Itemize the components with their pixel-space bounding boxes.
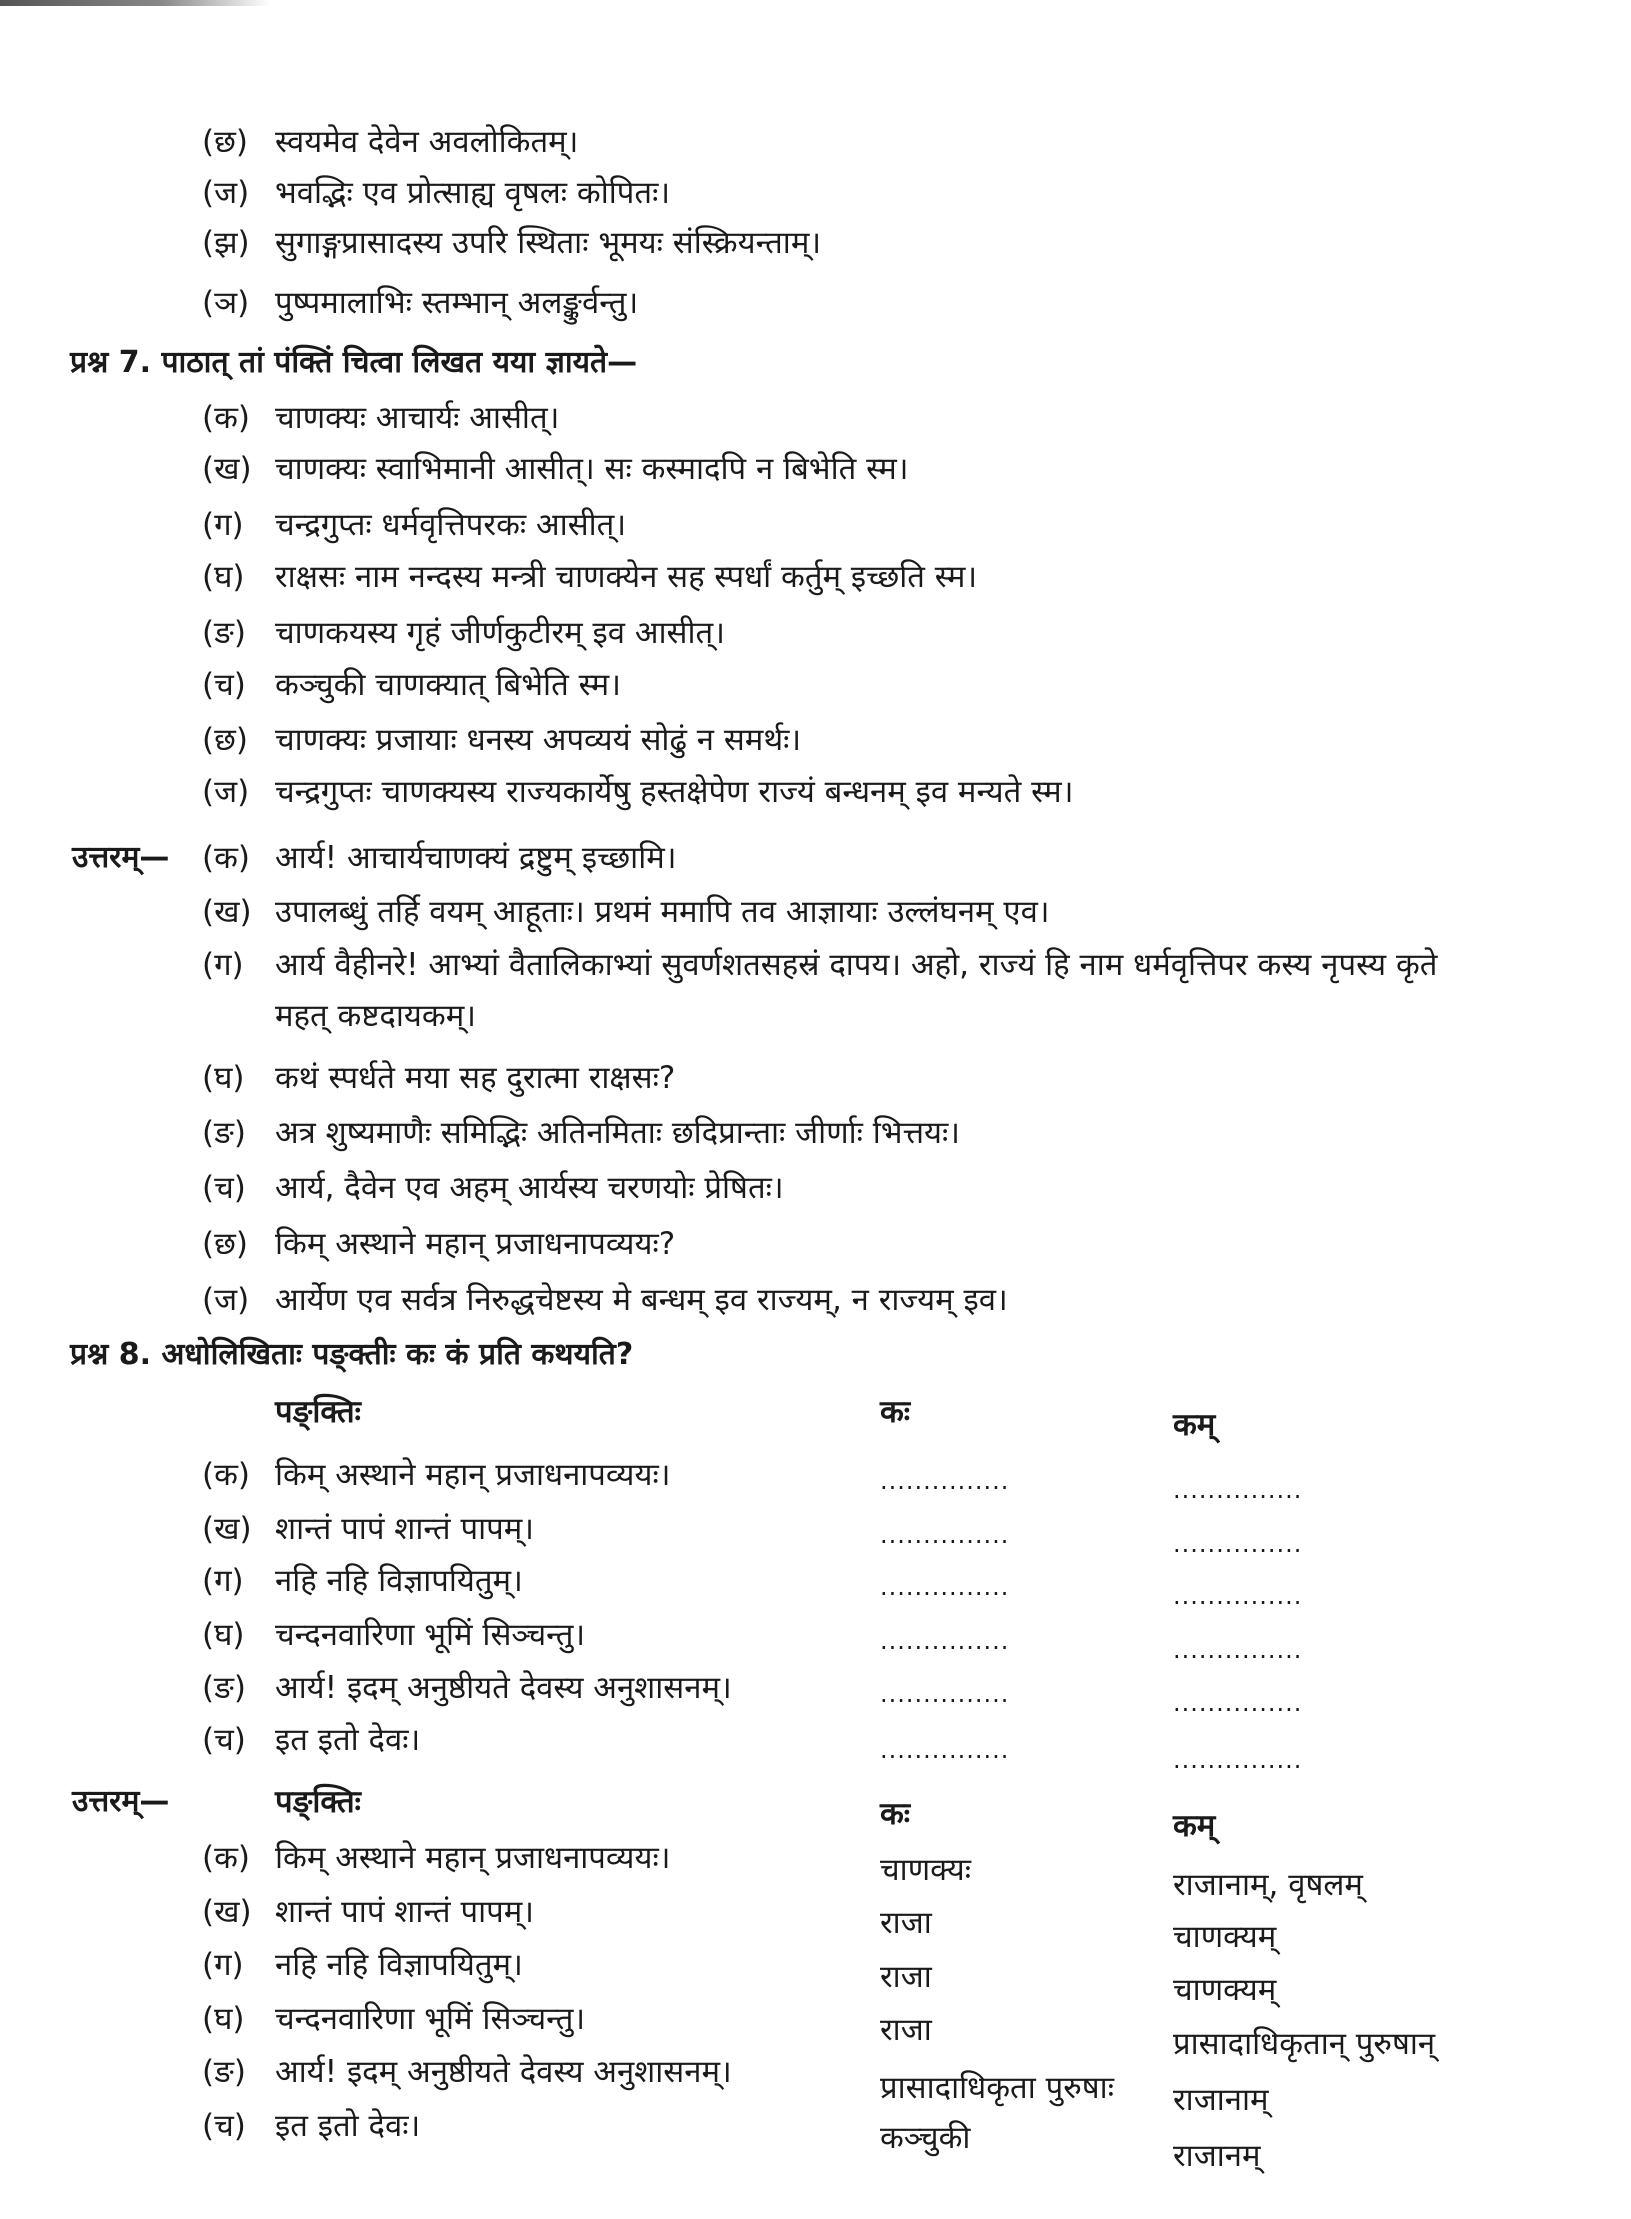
answer-text: इत इतो देवः।	[275, 2108, 421, 2144]
item-text: चन्द्रगुप्तः धर्मवृत्तिपरकः आसीत्।	[275, 507, 627, 543]
answer-speaker: प्रासादाधिकृता पुरुषाः	[880, 2070, 1114, 2106]
item-marker: (क)	[202, 400, 250, 436]
item-text: चाणक्यः आचार्यः आसीत्।	[275, 400, 560, 436]
answer-listener: चाणक्यम्	[1173, 1919, 1277, 1955]
answer-marker: (ख)	[202, 1894, 252, 1930]
answer-marker: (क)	[202, 840, 250, 876]
blank-listener: ...............	[1173, 1582, 1303, 1610]
item-text: शान्तं पापं शान्तं पापम्।	[275, 1511, 534, 1547]
item-marker: (ज)	[202, 175, 250, 211]
item-marker: (ङ)	[202, 1670, 246, 1706]
answer-text: नहि नहि विज्ञापयितुम्।	[275, 1947, 523, 1983]
answer-text: शान्तं पापं शान्तं पापम्।	[275, 1894, 534, 1930]
answer-marker: (च)	[202, 1170, 246, 1206]
answer-text: किम् अस्थाने महान् प्रजाधनापव्ययः?	[275, 1226, 676, 1262]
answer-marker: (ख)	[202, 894, 252, 930]
blank-listener: ...............	[1173, 1530, 1303, 1558]
answer-speaker: कञ्चुकी	[880, 2120, 971, 2156]
answer-text: आर्येण एव सर्वत्र निरुद्धचेष्टस्य मे बन्धम् इव राज्यम्, न राज्यम् इव।	[275, 1282, 1008, 1318]
item-marker: (ञ)	[202, 285, 250, 321]
item-text: चाणक्यः प्रजायाः धनस्य अपव्ययं सोढुं न समर्थः।	[275, 722, 802, 758]
item-text: सुगाङ्गप्रासादस्य उपरि स्थिताः भूमयः संस्क्रियन्ताम्।	[275, 225, 822, 261]
answer-column-header-line: पङ्क्तिः	[275, 1784, 361, 1820]
blank-speaker: ...............	[880, 1736, 1010, 1764]
item-text: स्वयमेव देवेन अवलोकितम्।	[275, 124, 579, 160]
item-marker: (क)	[202, 1457, 250, 1493]
answer-speaker: चाणक्यः	[880, 1852, 971, 1888]
answer-speaker: राजा	[880, 2012, 932, 2048]
item-text: किम् अस्थाने महान् प्रजाधनापव्ययः।	[275, 1457, 671, 1493]
question-heading: प्रश्न 8. अधोलिखिताः पङ्क्तीः कः कं प्रति कथयति?	[70, 1337, 634, 1372]
answer-text: आर्य, दैवेन एव अहम् आर्यस्य चरणयोः प्रेषितः।	[275, 1170, 784, 1206]
blank-speaker: ...............	[880, 1627, 1010, 1655]
item-text: चन्द्रगुप्तः चाणक्यस्य राज्यकार्येषु हस्तक्षेपेण राज्यं बन्धनम् इव मन्यते स्म।	[275, 774, 1074, 810]
item-marker: (ख)	[202, 1511, 252, 1547]
answer-marker: (क)	[202, 1840, 250, 1876]
answer-text: आर्य! इदम् अनुष्ठीयते देवस्य अनुशासनम्।	[275, 2054, 732, 2090]
answer-column-header-listener: कम्	[1173, 1808, 1216, 1844]
item-marker: (ख)	[202, 451, 252, 487]
item-marker: (छ)	[202, 124, 248, 160]
item-marker: (छ)	[202, 722, 248, 758]
answer-text: किम् अस्थाने महान् प्रजाधनापव्ययः।	[275, 1840, 671, 1876]
blank-listener: ...............	[1173, 1746, 1303, 1774]
blank-listener: ...............	[1173, 1476, 1303, 1504]
answer-text: आर्य वैहीनरे! आभ्यां वैतालिकाभ्यां सुवर्णशतसहस्रं दापय। अहो, राज्यं हि नाम धर्मवृत्तिपर कस्य नृपस्य कृते	[275, 947, 1438, 983]
blank-listener: ...............	[1173, 1689, 1303, 1717]
answer-listener: प्रासादाधिकृतान् पुरुषान्	[1173, 2026, 1436, 2062]
answer-text: उपालब्धुं तर्हि वयम् आहूताः। प्रथमं ममापि तव आज्ञायाः उल्लंघनम् एव।	[275, 894, 1050, 930]
item-marker: (ग)	[202, 507, 244, 543]
blank-speaker: ...............	[880, 1521, 1010, 1549]
answer-text-continuation: महत् कष्टदायकम्।	[275, 998, 476, 1034]
answer-marker: (ग)	[202, 1947, 244, 1983]
item-marker: (ज)	[202, 774, 250, 810]
answer-marker: (घ)	[202, 1060, 245, 1096]
item-marker: (झ)	[202, 225, 250, 261]
item-text: राक्षसः नाम नन्दस्य मन्त्री चाणक्येन सह स्पर्धां कर्तुम् इच्छति स्म।	[275, 559, 978, 595]
item-text: कञ्चुकी चाणक्यात् बिभेति स्म।	[275, 667, 621, 703]
item-text: चाणकयस्य गृहं जीर्णकुटीरम् इव आसीत्।	[275, 615, 725, 651]
blank-listener: ...............	[1173, 1636, 1303, 1664]
item-text: आर्य! इदम् अनुष्ठीयते देवस्य अनुशासनम्।	[275, 1670, 732, 1706]
item-marker: (घ)	[202, 1617, 245, 1653]
item-marker: (च)	[202, 1722, 246, 1758]
answer-text: आर्य! आचार्यचाणक्यं द्रष्टुम् इच्छामि।	[275, 840, 677, 876]
item-text: पुष्पमालाभिः स्तम्भान् अलङ्कुर्वन्तु।	[275, 285, 639, 321]
item-text: भवद्भिः एव प्रोत्साह्य वृषलः कोपितः।	[275, 175, 671, 211]
answer-listener: राजानम्	[1173, 2138, 1261, 2174]
answer-speaker: राजा	[880, 1905, 932, 1941]
answer-text: कथं स्पर्धते मया सह दुरात्मा राक्षसः?	[275, 1060, 676, 1096]
item-text: चन्दनवारिणा भूमिं सिञ्चन्तु।	[275, 1617, 586, 1653]
answer-marker: (छ)	[202, 1226, 248, 1262]
answer-text: अत्र शुष्यमाणैः समिद्भिः अतिनमिताः छदिप्रान्ताः जीर्णाः भित्तयः।	[275, 1115, 960, 1151]
answer-marker: (ज)	[202, 1282, 250, 1318]
column-header-speaker: कः	[880, 1394, 911, 1430]
column-header-listener: कम्	[1173, 1407, 1216, 1443]
answer-marker: (घ)	[202, 2001, 245, 2037]
answer-text: चन्दनवारिणा भूमिं सिञ्चन्तु।	[275, 2001, 586, 2037]
question-heading: प्रश्न 7. पाठात् तां पंक्तिं चित्वा लिखत यया ज्ञायते—	[70, 345, 638, 380]
item-text: नहि नहि विज्ञापयितुम्।	[275, 1563, 523, 1599]
item-text: इत इतो देवः।	[275, 1722, 421, 1758]
answer-marker: (ग)	[202, 947, 244, 983]
answer-listener: राजानाम्	[1173, 2082, 1269, 2118]
blank-speaker: ...............	[880, 1467, 1010, 1495]
blank-speaker: ...............	[880, 1573, 1010, 1601]
answer-listener: चाणक्यम्	[1173, 1972, 1277, 2008]
item-marker: (घ)	[202, 559, 245, 595]
answer-marker: (ङ)	[202, 2054, 246, 2090]
answer-label: उत्तरम्—	[72, 840, 170, 875]
item-marker: (च)	[202, 667, 246, 703]
answer-column-header-speaker: कः	[880, 1796, 911, 1832]
answer-label: उत्तरम्—	[72, 1784, 170, 1819]
answer-listener: राजानाम्, वृषलम्	[1173, 1867, 1363, 1903]
answer-marker: (च)	[202, 2108, 246, 2144]
item-marker: (ङ)	[202, 615, 246, 651]
column-header-line: पङ्क्तिः	[275, 1394, 361, 1430]
answer-marker: (ङ)	[202, 1115, 246, 1151]
item-text: चाणक्यः स्वाभिमानी आसीत्। सः कस्मादपि न बिभेति स्म।	[275, 451, 909, 487]
blank-speaker: ...............	[880, 1680, 1010, 1708]
item-marker: (ग)	[202, 1563, 244, 1599]
answer-speaker: राजा	[880, 1959, 932, 1995]
